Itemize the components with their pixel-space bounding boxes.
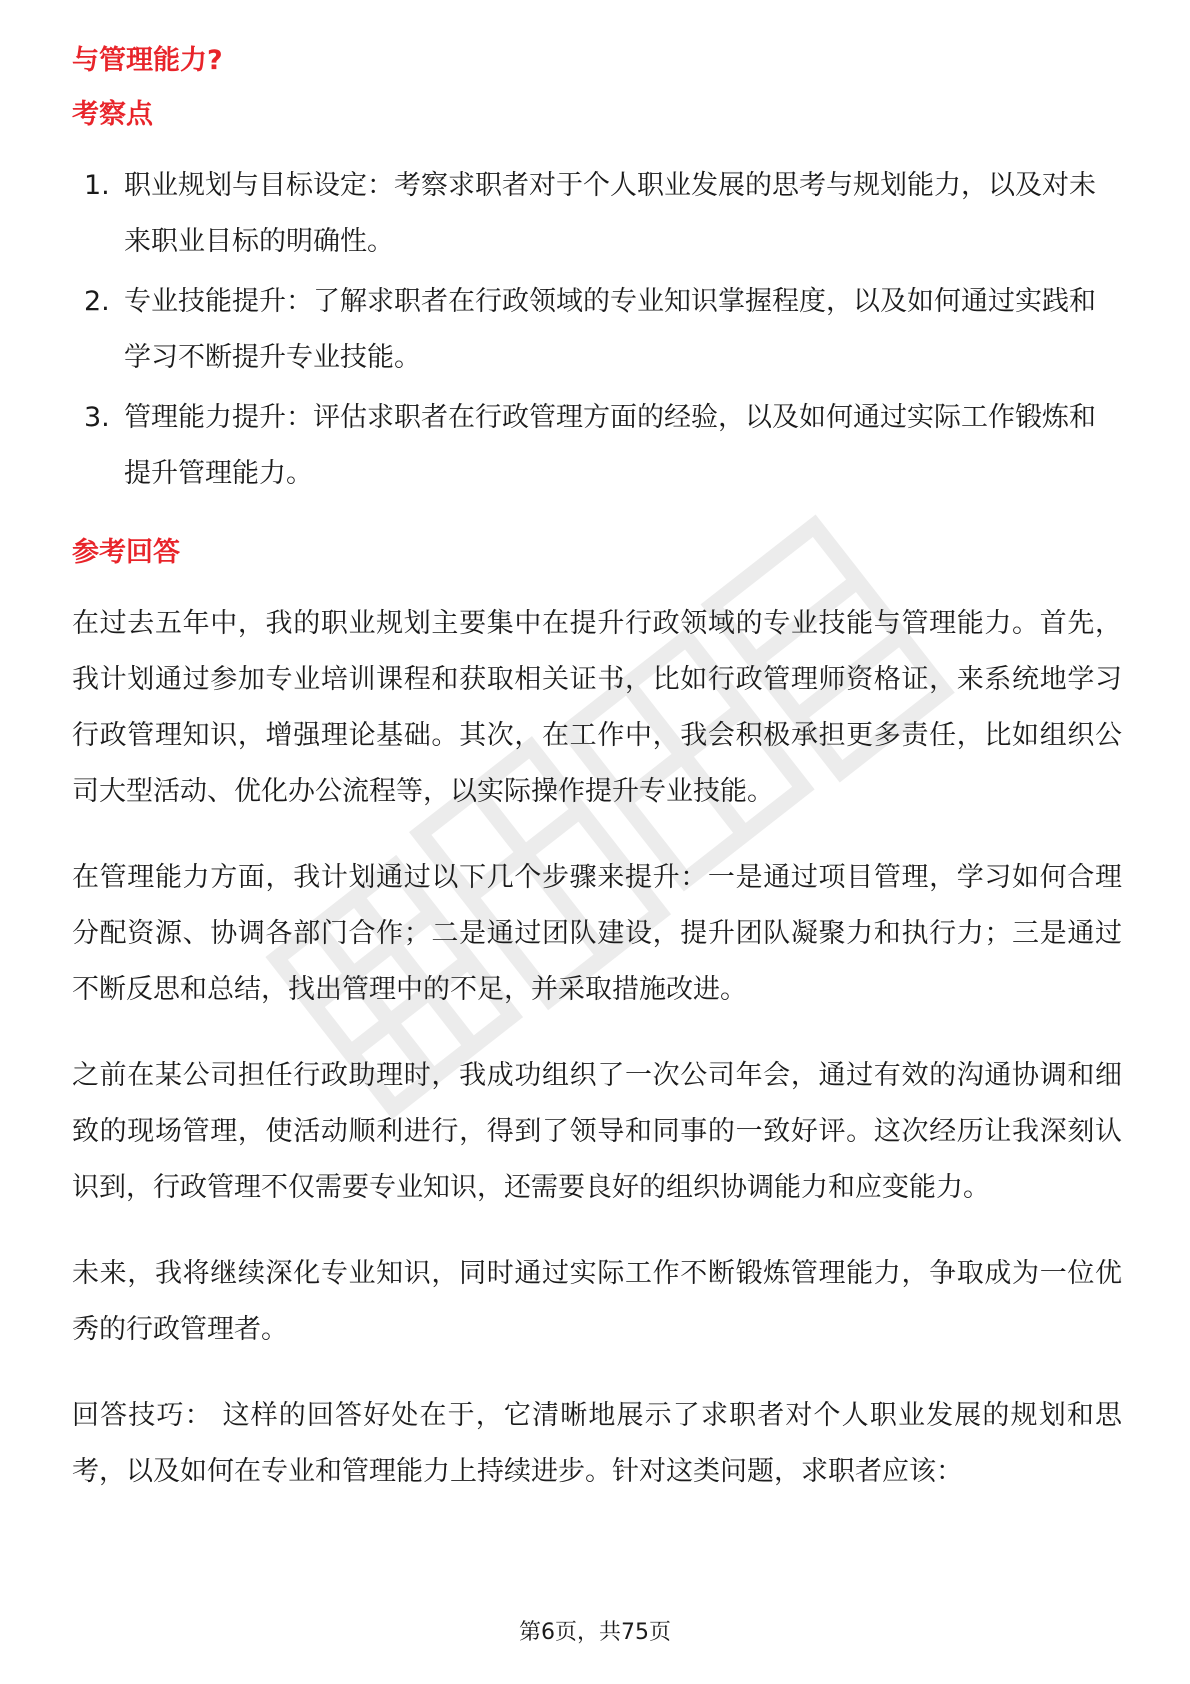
list-item-number: 1. [84, 170, 110, 201]
points-heading: 考察点 [72, 99, 153, 130]
list-item-number: 2. [84, 286, 110, 317]
list-item-text: 专业技能提升：了解求职者在行政领域的专业知识掌握程度，以及如何通过实践和学习不断提升专业技能。 [124, 286, 1096, 373]
answer-paragraph: 在过去五年中，我的职业规划主要集中在提升行政领域的专业技能与管理能力。首先，我计划通过参加专业培训课程和获取相关证书，比如行政管理师资格证，来系统地学习行政管理知识，增强理论基础。其次，在工作中，我会积极承担更多责任，比如组织公司大型活动、优化办公流程等，以实际操作提升专业技能。 [72, 608, 1122, 807]
list-item-text: 职业规划与目标设定：考察求职者对于个人职业发展的思考与规划能力，以及对未来职业目标的明确性。 [124, 170, 1096, 257]
page-number: 第6页，共75页 [519, 1620, 671, 1645]
list-item [72, 274, 1122, 386]
list-item [72, 158, 1122, 270]
answer-paragraph: 在管理能力方面，我计划通过以下几个步骤来提升：一是通过项目管理，学习如何合理分配资源、协调各部门合作；二是通过团队建设，提升团队凝聚力和执行力；三是通过不断反思和总结，找出管理中的不足，并采取措施改进。 [72, 862, 1122, 1005]
list-item-number: 3. [84, 402, 110, 433]
answer-paragraph: 之前在某公司担任行政助理时，我成功组织了一次公司年会，通过有效的沟通协调和细致的现场管理，使活动顺利进行，得到了领导和同事的一致好评。这次经历让我深刻认识到，行政管理不仅需要专业知识，还需要良好的组织协调能力和应变能力。 [72, 1060, 1122, 1203]
question-heading: 与管理能力? [72, 45, 223, 76]
answer-paragraph: 未来，我将继续深化专业知识，同时通过实际工作不断锻炼管理能力，争取成为一位优秀的行政管理者。 [72, 1258, 1122, 1345]
tips-paragraph: 回答技巧： 这样的回答好处在于，它清晰地展示了求职者对个人职业发展的规划和思考，以及如何在专业和管理能力上持续进步。针对这类问题，求职者应该： [72, 1400, 1122, 1487]
points-list [72, 158, 1122, 502]
list-item [72, 390, 1122, 502]
main-content [72, 40, 1122, 1530]
answer-heading: 参考回答 [72, 537, 180, 568]
list-item-text: 管理能力提升：评估求职者在行政管理方面的经验，以及如何通过实际工作锻炼和提升管理能力。 [124, 402, 1096, 489]
